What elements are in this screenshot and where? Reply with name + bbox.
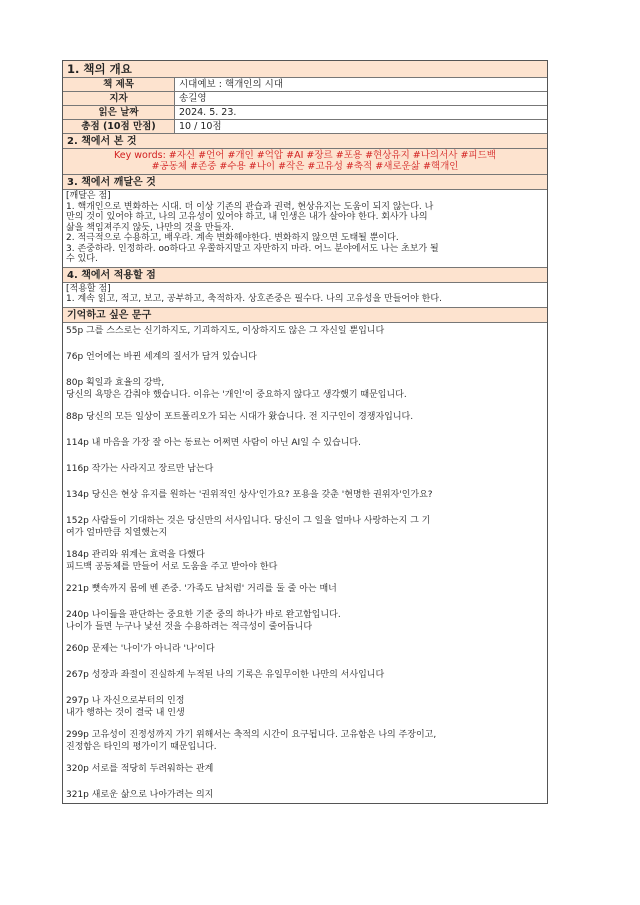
keywords-line-2: #공동체 #존중 #수용 #나이 #작은 #고유성 #축적 #새로운삶 #핵개인 <box>151 161 459 172</box>
quote-line: 피드백 공동체를 만들어 서로 도움을 주고 받아야 한다 <box>66 561 278 572</box>
apply-block <box>63 283 547 308</box>
quote-line: 80p 획일과 효율의 강박, <box>66 377 165 388</box>
info-label-date: 읽은 날짜 <box>63 106 175 119</box>
realized-block <box>63 190 547 268</box>
quote-item <box>66 463 544 475</box>
quote-item <box>66 669 544 681</box>
quote-line: 당신의 욕망은 감춰야 했습니다. 이유는 '개인'이 중요하지 않다고 생각했기 때문입니다. <box>66 389 407 400</box>
realized-line: 3. 존중하라. 인정하라. oo하다고 우쭐하지말고 자만하지 마라. 어느 분야에서도 나는 초보가 될 <box>66 243 439 254</box>
realized-heading: [깨달은 점] <box>66 191 111 201</box>
quote-line: 내가 행하는 것이 결국 내 인생 <box>66 707 185 718</box>
quote-item <box>66 515 544 539</box>
info-row-author <box>63 92 547 106</box>
quote-item <box>66 609 544 633</box>
quote-line: 299p 고유성이 진정성까지 가기 위해서는 축적의 시간이 요구됩니다. 고유함은 나의 주장이고, <box>66 729 437 740</box>
realized-line: 1. 핵개인으로 변화하는 시대. 더 이상 기존의 관습과 권력, 현상유지는 도움이 되지 않는다. 나 <box>66 201 434 212</box>
quote-line: 321p 새로운 삶으로 나아가려는 의지 <box>66 789 214 800</box>
apply-line: 1. 계속 읽고, 적고, 보고, 공부하고, 축적하자. 상호존중은 필수다. 나의 고유성을 만들어야 한다. <box>66 294 442 304</box>
quote-line: 240p 나이듦을 판단하는 중요한 기준 중의 하나가 바로 완고함입니다. <box>66 609 341 620</box>
quote-item <box>66 789 544 801</box>
section-seen-title: 2. 책에서 본 것 <box>63 134 547 149</box>
realized-line: 만의 것이 있어야 하고, 나의 고유성이 있어야 하고, 내 인생은 내가 살아야 한다. 회사가 나의 <box>66 212 428 222</box>
quote-item <box>66 411 544 423</box>
quote-line: 116p 작가는 사라지고 장르만 남는다 <box>66 463 214 474</box>
info-value-author: 송길영 <box>179 93 207 104</box>
quote-item <box>66 351 544 363</box>
quote-line: 267p 성장과 좌절이 진실하게 누적된 나의 기록은 유일무이한 나만의 서사입니다 <box>66 669 385 680</box>
quote-line: 134p 당신은 현상 유지를 원하는 '권위적인 상사'인가요? 포용을 갖춘 '현명한 권위자'인가요? <box>66 489 433 500</box>
quote-item <box>66 489 544 501</box>
quote-line: 320p 서로를 적당히 두려워하는 관계 <box>66 763 214 774</box>
quote-line: 184p 관리와 위계는 효력을 다했다 <box>66 549 205 560</box>
quote-item <box>66 549 544 573</box>
realized-line: 수 있다. <box>66 254 98 264</box>
quote-item <box>66 437 544 449</box>
info-label-title: 책 제목 <box>63 78 175 91</box>
quote-line: 55p 그를 스스로는 신기하지도, 기괴하지도, 이상하지도 않은 그 자신일 뿐입니다 <box>66 325 385 336</box>
quotes-list <box>63 323 547 801</box>
realized-line: 삶을 책임져주지 않듯, 나만의 것을 만들자. <box>66 222 234 233</box>
quote-line: 114p 내 마음을 가장 잘 아는 동료는 어쩌면 사람이 아닌 AI일 수 있습니다. <box>66 437 361 448</box>
keywords-block <box>63 149 547 175</box>
realized-line: 2. 적극적으로 수용하고, 배우라. 계속 변화해야한다. 변화하지 않으면 도태될 뿐이다. <box>66 233 399 243</box>
quote-line: 221p 뼛속까지 몸에 벤 존중. '가족도 남처럼' 거리를 둘 줄 아는 매너 <box>66 583 337 594</box>
info-row-title <box>63 78 547 92</box>
quote-line: 76p 언어에는 바뀐 세계의 질서가 담겨 있습니다 <box>66 351 257 362</box>
apply-heading: [적용할 점] <box>66 283 111 294</box>
book-report-table <box>62 60 548 804</box>
keywords-line-1: Key words: #자신 #언어 #개인 #억압 #AI #장르 #포용 #현상유지 #나의서사 #피드백 <box>114 150 496 161</box>
quote-line: 152p 사람들이 기대하는 것은 당신만의 서사입니다. 당신이 그 일을 얼마나 사랑하는지 그 기 <box>66 515 431 526</box>
quote-item <box>66 583 544 595</box>
quote-line: 여가 얼마만큼 치열했는지 <box>66 527 168 538</box>
info-row-score <box>63 120 547 134</box>
quote-item <box>66 643 544 655</box>
info-value-title: 시대예보 : 핵개인의 시대 <box>179 79 284 90</box>
quote-item <box>66 763 544 775</box>
info-value-date: 2024. 5. 23. <box>179 107 237 118</box>
info-label-author: 지자 <box>63 92 175 105</box>
info-value-score: 10 / 10점 <box>179 121 222 132</box>
info-row-date <box>63 106 547 120</box>
quote-line: 나이가 들면 누구나 낯선 것을 수용하려는 적극성이 줄어듭니다 <box>66 621 313 632</box>
quote-line: 88p 당신의 모든 일상이 포트폴리오가 되는 시대가 왔습니다. 전 지구인이 경쟁자입니다. <box>66 411 414 422</box>
quote-item <box>66 695 544 719</box>
section-quotes-title: 기억하고 싶은 문구 <box>63 308 547 323</box>
quote-line: 진정함은 타인의 평가이기 때문입니다. <box>66 741 217 752</box>
quote-line: 297p 나 자신으로부터의 인정 <box>66 695 185 706</box>
section-apply-title: 4. 책에서 적용할 점 <box>63 268 547 283</box>
section-overview-title: 1. 책의 개요 <box>63 61 547 78</box>
quote-item <box>66 325 544 337</box>
quote-item <box>66 377 544 401</box>
quote-item <box>66 729 544 753</box>
info-label-score: 총점 (10점 만점) <box>63 120 175 133</box>
quote-line: 260p 문제는 '나이'가 아니라 '나'이다 <box>66 643 215 654</box>
section-realized-title: 3. 책에서 깨달은 것 <box>63 175 547 190</box>
